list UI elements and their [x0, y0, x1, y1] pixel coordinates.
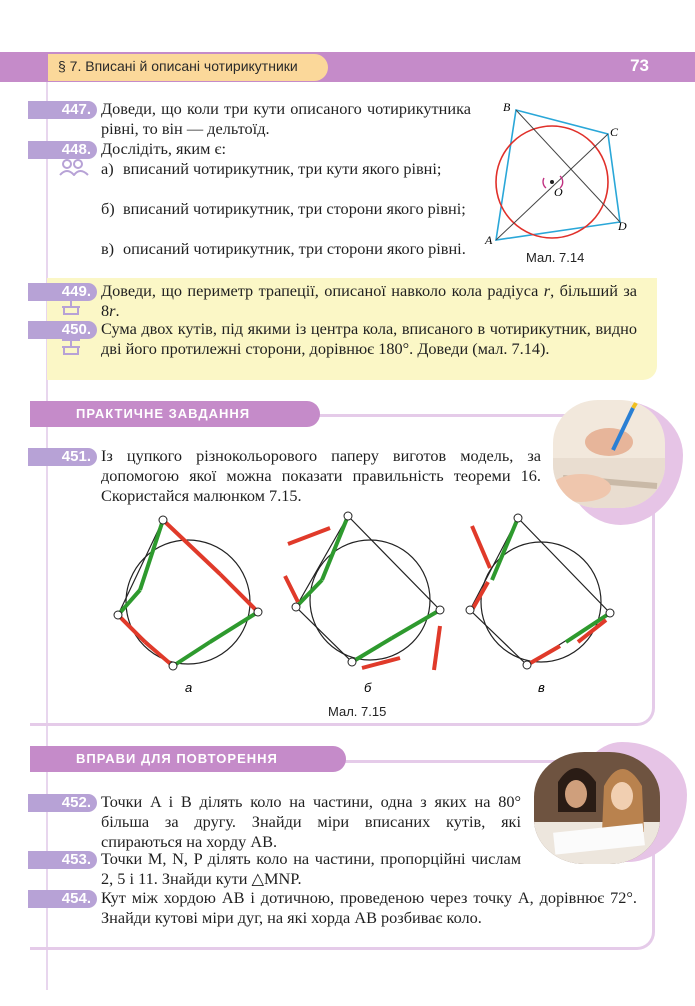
task-448-intro: Дослідіть, яким є: [101, 139, 227, 158]
figure-7-15-caption: Мал. 7.15 [328, 704, 387, 719]
diagram-a [114, 516, 262, 670]
task-451-text: Із цупкого різнокольорового паперу виготов модель, за допомогою якої можна показати правильність теореми 16. Скористайся малюнком 7.15. [101, 446, 541, 505]
difficulty-icon [60, 338, 82, 356]
label-c: C [610, 125, 619, 139]
diagram-b-label: б [364, 680, 372, 695]
diagram-c [466, 514, 614, 669]
task-450-text: Сума двох кутів, під якими із центра кола, вписаного в чотирикутник, видно дві його протилежні сторони, дорівнює 180°. Доведи (мал. 7.14). [101, 319, 637, 358]
figure-7-15 [100, 510, 630, 700]
section-title: § 7. Вписані й описані чотирикутники [48, 54, 328, 81]
figure-7-14 [480, 96, 640, 271]
label-d: D [618, 219, 627, 233]
review-title: ВПРАВИ ДЛЯ ПОВТОРЕННЯ [30, 746, 346, 772]
task-447-text: Доведи, що коли три кути описаного чотирикутника рівні, то він — дельтоїд. [101, 99, 471, 138]
label-b: B [503, 100, 511, 114]
writing-hand-photo [553, 400, 665, 508]
label-a: A [485, 233, 493, 247]
task-number-452: 452. [28, 794, 97, 812]
diagram-b [285, 512, 444, 670]
diagram-a-label: а [185, 680, 193, 695]
task-452-text: Точки A і B ділять коло на частини, одна з яких на 80° більша за другу. Знайди міри вписаних кутів, які спираються на хорду AB. [101, 792, 521, 851]
task-number-450: 450. [28, 321, 97, 339]
task-number-448: 448. [28, 141, 97, 159]
task-number-449: 449. [28, 283, 97, 301]
diagram-c-label: в [538, 680, 545, 695]
task-448-item-a: а) вписаний чотирикутник, три кути якого рівні; [101, 159, 442, 178]
task-449-text: Доведи, що периметр трапеції, описаної навколо кола радіуса r, більший за 8r. [101, 281, 637, 320]
task-453-text: Точки M, N, P ділять коло на частини, пропорційні числам 2, 5 і 11. Знайди кути △MNP. [101, 849, 521, 888]
students-photo [534, 752, 660, 864]
practical-title: ПРАКТИЧНЕ ЗАВДАННЯ [30, 401, 320, 427]
task-number-453: 453. [28, 851, 97, 869]
task-454-text: Кут між хордою AB і дотичною, проведеною через точку A, дорівнює 72°. Знайди кутові міри дуг, на які хорда AB розбиває коло. [101, 888, 637, 927]
group-work-icon [58, 158, 90, 176]
task-448-item-b: б) вписаний чотирикутник, три сторони якого рівні; [101, 199, 466, 218]
page-number: 73 [630, 56, 649, 75]
label-o: O [554, 185, 563, 199]
task-number-447: 447. [28, 101, 97, 119]
task-number-451: 451. [28, 448, 97, 466]
figure-7-14-caption: Мал. 7.14 [526, 250, 585, 265]
task-number-454: 454. [28, 890, 97, 908]
task-448-item-c: в) описаний чотирикутник, три сторони якого рівні. [101, 239, 466, 258]
difficulty-icon [60, 298, 82, 316]
